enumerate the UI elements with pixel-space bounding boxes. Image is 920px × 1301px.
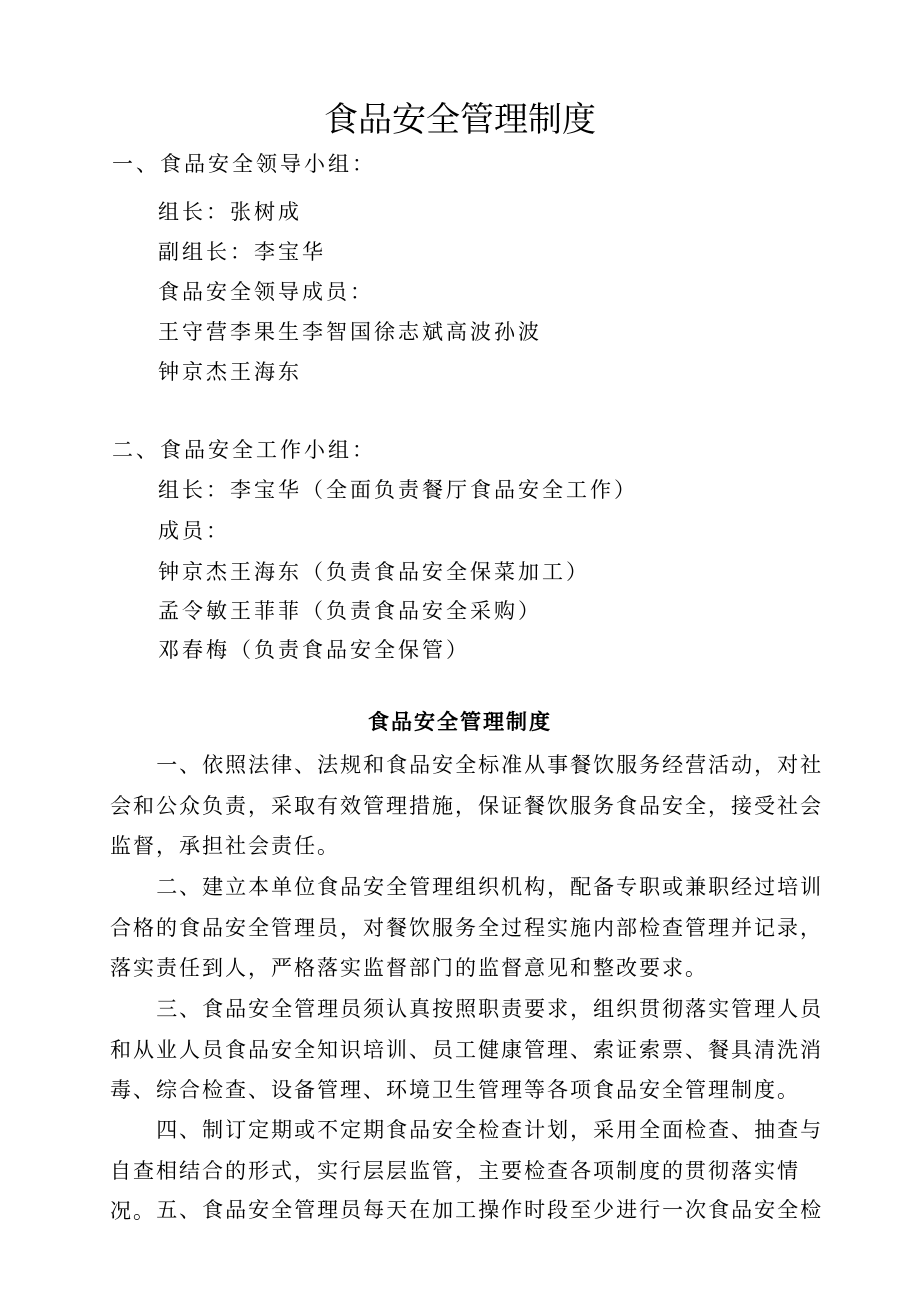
members-list-line: 钟京杰王海东 <box>158 360 302 384</box>
work-group-member-line: 邓春梅（负责食品安全保管） <box>158 638 470 662</box>
work-group-member-line: 钟京杰王海东（负责食品安全保菜加工） <box>158 560 590 584</box>
leader-line: 组长：张树成 <box>158 200 302 224</box>
rule-paragraph-2: 二、建立本单位食品安全管理组织机构，配备专职或兼职经过培训合格的食品安全管理员，对餐饮服务全过程实施内部检查管理并记录，落实责任到人，严格落实监督部门的监督意见和整改要求。 <box>110 875 824 980</box>
page-title: 食品安全管理制度 <box>324 100 596 140</box>
deputy-leader-line: 副组长：李宝华 <box>158 240 326 264</box>
rule-paragraph-5: 五、食品安全管理员每天在加工操作时段至少进行一次食品安全检 <box>156 1198 824 1222</box>
section-2-heading: 二、食品安全工作小组： <box>112 438 376 462</box>
rule-paragraph-1: 一、依照法律、法规和食品安全标准从事餐饮服务经营活动，对社会和公众负责，采取有效管理措施，保证餐饮服务食品安全，接受社会监督，承担社会责任。 <box>110 753 824 858</box>
rule-paragraph-4: 四、制订定期或不定期食品安全检查计划，采用全面检查、抽查与自查相结合的形式，实行层层监管，主要检查各项制度的贯彻落实情况。 <box>110 1118 824 1223</box>
section-1-heading: 一、食品安全领导小组： <box>112 152 376 176</box>
work-group-members-label: 成员： <box>158 519 230 543</box>
members-list-line: 王守营李果生李智国徐志斌高波孙波 <box>158 320 542 344</box>
rule-paragraph-3: 三、食品安全管理员须认真按照职责要求，组织贯彻落实管理人员和从业人员食品安全知识培训、员工健康管理、索证索票、餐具清洗消毒、综合检查、设备管理、环境卫生管理等各项食品安全管理制度。 <box>110 997 824 1102</box>
members-label: 食品安全领导成员： <box>158 280 374 304</box>
section-subtitle: 食品安全管理制度 <box>368 709 552 734</box>
work-group-member-line: 孟令敏王菲菲（负责食品安全采购） <box>158 599 542 623</box>
work-group-leader-line: 组长：李宝华（全面负责餐厅食品安全工作） <box>158 478 638 502</box>
